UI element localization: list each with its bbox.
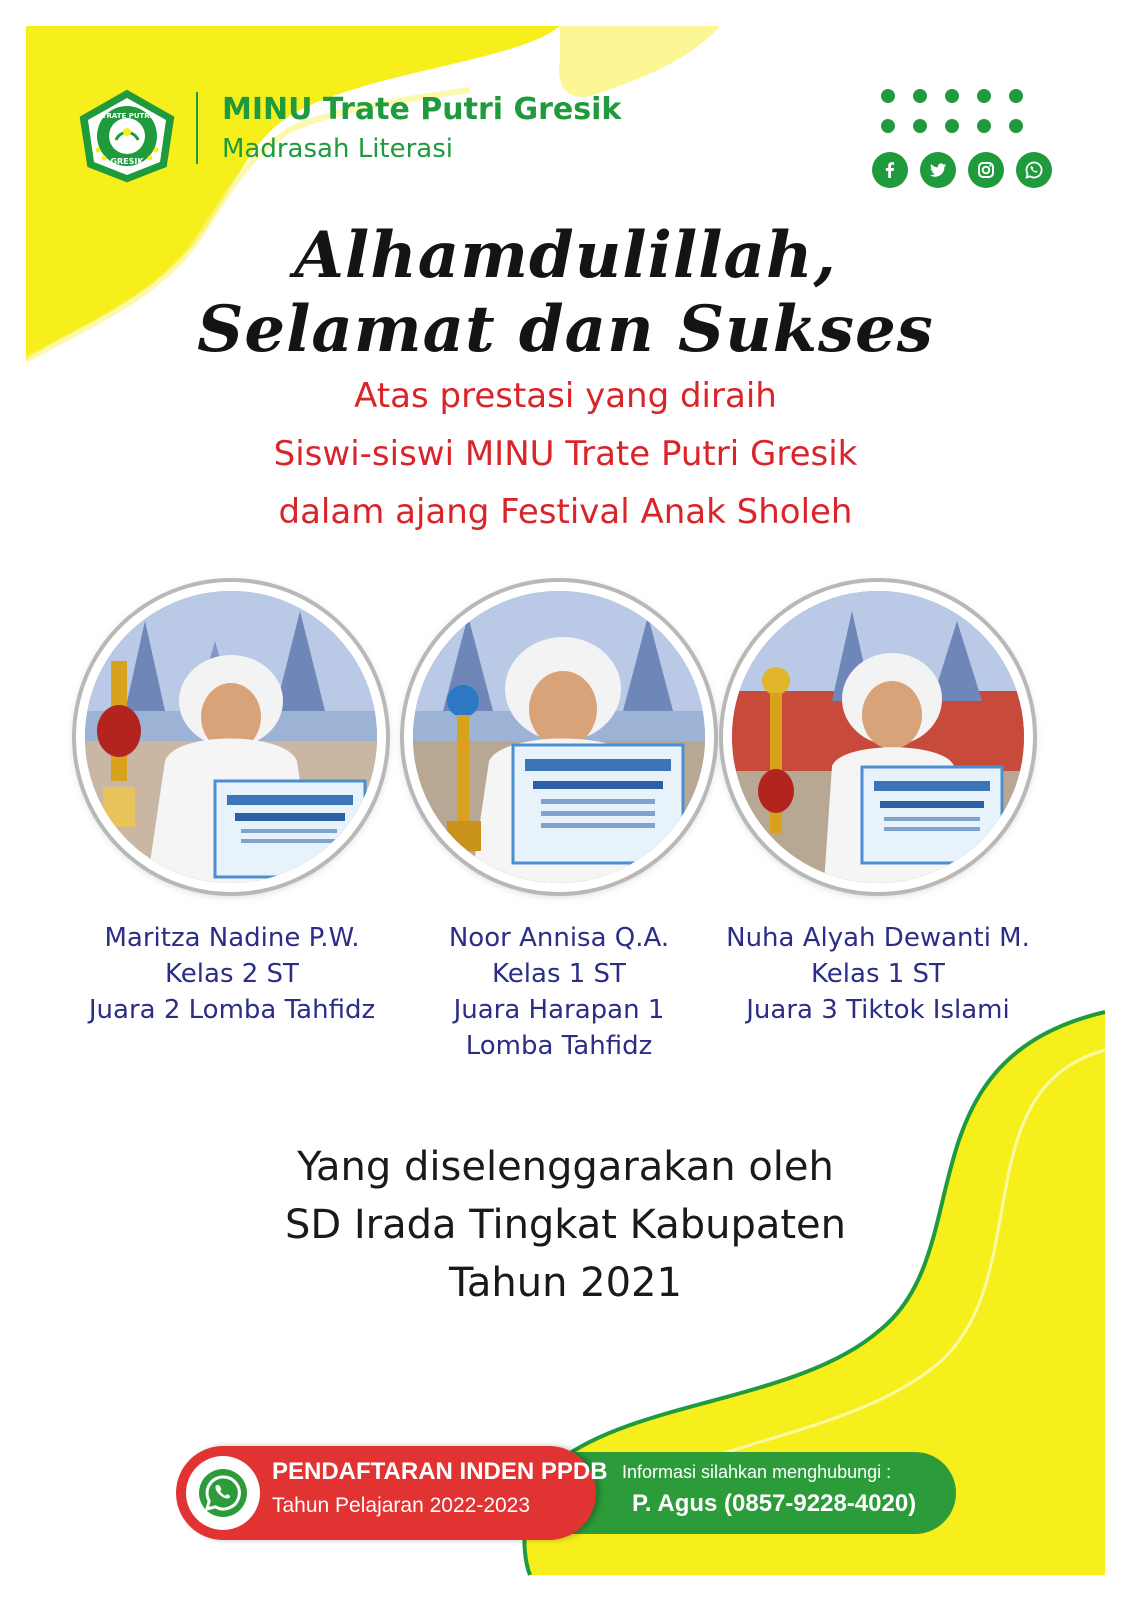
whatsapp-icon[interactable] xyxy=(1016,152,1052,188)
organizer-line-2: SD Irada Tingkat Kabupaten xyxy=(284,1202,847,1248)
student-caption-1 xyxy=(52,920,412,1028)
student-name: Maritza Nadine P.W. xyxy=(104,923,360,953)
logo-text-top: TRATE PUTRI xyxy=(101,112,153,120)
student-photo-illustration xyxy=(413,591,705,883)
student-photo-3 xyxy=(723,582,1033,892)
whatsapp-icon[interactable] xyxy=(186,1456,260,1530)
student-award: Lomba Tahfidz xyxy=(465,1031,653,1061)
logo-text-bottom: GRESIK xyxy=(110,157,144,166)
instagram-icon[interactable] xyxy=(968,152,1004,188)
school-shield-logo xyxy=(72,86,182,186)
student-award: Juara 3 Tiktok Islami xyxy=(746,995,1010,1025)
student-photo-2 xyxy=(404,582,714,892)
twitter-icon[interactable] xyxy=(920,152,956,188)
headline-line-1: Alhamdulillah, xyxy=(294,218,837,293)
dot-grid-decoration xyxy=(880,88,1050,138)
ppdb-banner xyxy=(176,1446,956,1540)
subtitle-line-2: Siswi-siswi MINU Trate Putri Gresik xyxy=(273,434,858,474)
organizer-text xyxy=(0,1138,1131,1312)
ppdb-title: PENDAFTARAN INDEN PPDB xyxy=(272,1458,608,1485)
contact-phone[interactable]: P. Agus (0857-9228-4020) xyxy=(632,1490,917,1517)
organizer-line-1: Yang diselenggarakan oleh xyxy=(297,1144,834,1190)
facebook-icon[interactable] xyxy=(872,152,908,188)
school-tagline: Madrasah Literasi xyxy=(222,134,454,164)
student-caption-2 xyxy=(379,920,739,1064)
student-caption-3 xyxy=(698,920,1058,1028)
subtitle-line-3: dalam ajang Festival Anak Sholeh xyxy=(278,492,853,532)
contact-label: Informasi silahkan menghubungi : xyxy=(622,1462,892,1482)
student-photo-illustration xyxy=(85,591,377,883)
school-name: MINU Trate Putri Gresik xyxy=(222,92,622,127)
headline-line-2: Selamat dan Sukses xyxy=(197,292,934,367)
subtitle-line-1: Atas prestasi yang diraih xyxy=(354,376,777,416)
student-award: Juara 2 Lomba Tahfidz xyxy=(88,995,376,1025)
organizer-line-3: Tahun 2021 xyxy=(449,1260,682,1306)
student-photo-illustration xyxy=(732,591,1024,883)
student-name: Nuha Alyah Dewanti M. xyxy=(726,923,1030,953)
ppdb-year: Tahun Pelajaran 2022-2023 xyxy=(272,1494,531,1517)
student-class: Kelas 2 ST xyxy=(165,959,299,989)
student-class: Kelas 1 ST xyxy=(492,959,626,989)
student-class: Kelas 1 ST xyxy=(811,959,945,989)
logo-divider xyxy=(196,92,198,164)
student-award: Juara Harapan 1 xyxy=(453,995,665,1025)
student-photo-1 xyxy=(76,582,386,892)
student-name: Noor Annisa Q.A. xyxy=(448,923,670,953)
